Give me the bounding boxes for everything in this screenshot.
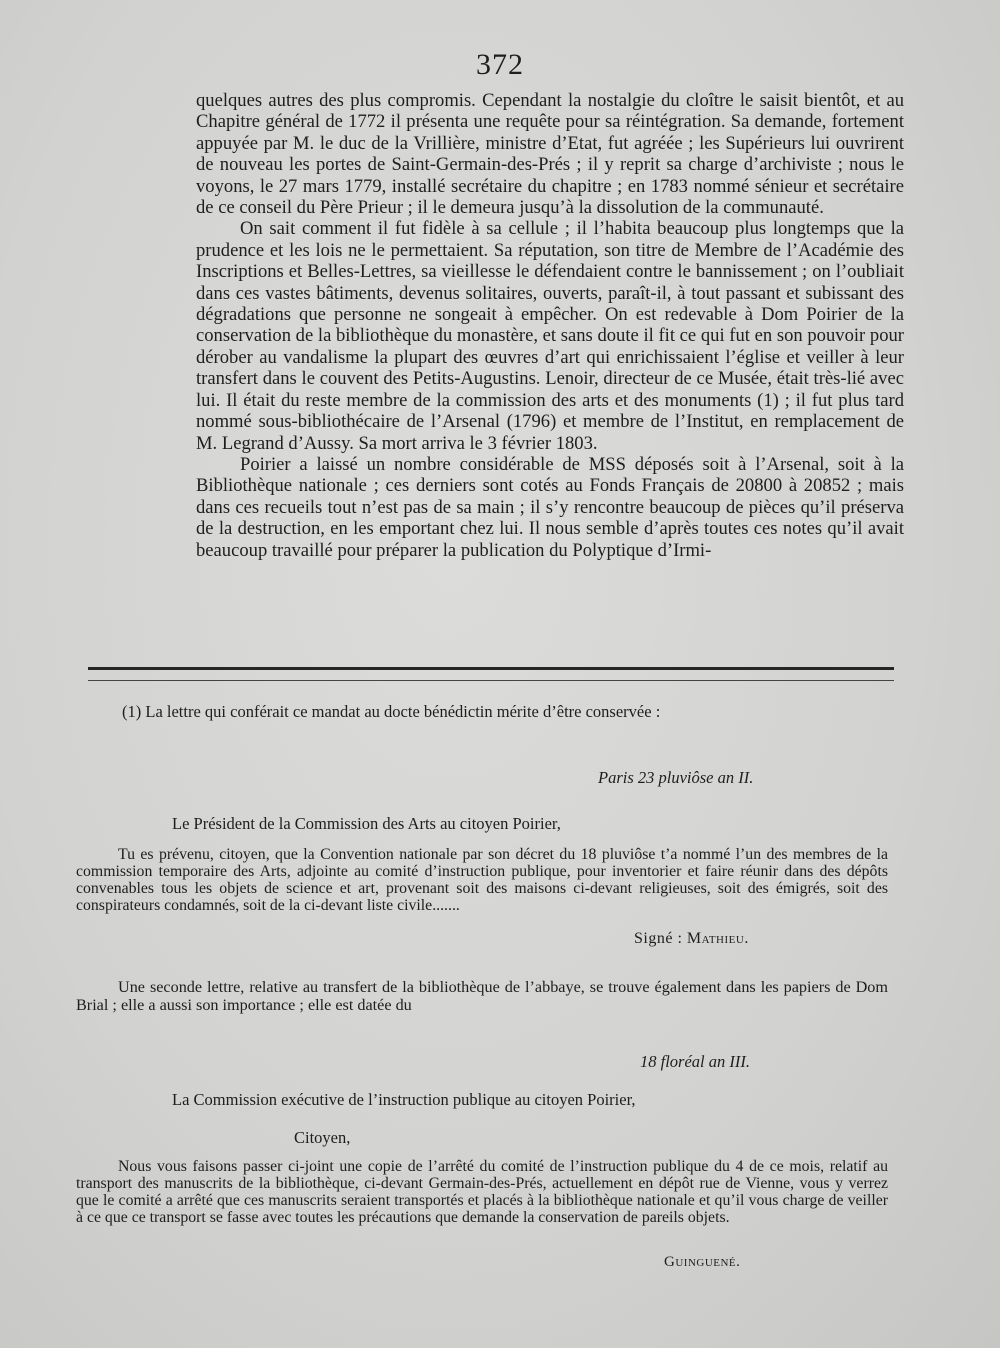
letter2-signature-guinguene: Guinguené. — [664, 1254, 741, 1270]
letter1-signature — [634, 930, 749, 948]
paragraph-poirier-manuscripts: Poirier a laissé un nombre considérable de MSS déposés soit à l’Arsenal, soit à la Bibliothèque nationale ; ces derniers sont cotés au Fonds Français de 20800 à 20852 ; mais dans ces recueils tout n’est pas de sa main ; il s’y rencontre beaucoup de pièces qu’il préserva de la destruction, en les emportant chez lui. Il nous semble d’après toutes ces notes qu’il avait beaucoup travaillé pour préparer la publication du Polyptique d’Irmi- — [196, 453, 904, 561]
letter2-dateline: 18 floréal an III. — [640, 1052, 750, 1071]
bridge-text: Une seconde lettre, relative au transfert de la bibliothèque de l’abbaye, se trouve également dans les papiers de Dom Brial ; elle a aussi son importance ; elle est datée du — [76, 978, 888, 1014]
page-number: 372 — [476, 48, 524, 81]
signature-prefix: Signé : — [634, 930, 687, 947]
letter1-body — [76, 846, 888, 914]
letter2-body-text: Nous vous faisons passer ci-joint une copie de l’arrêté du comité de l’instruction publique du 4 de ce mois, relatif au transport des manuscrits de la bibliothèque, ci-devant Germain-des-Prés, actuellement en dépôt rue de Vienne, vous y verrez que le comité a arrêté que ces manuscrits seraient transportés et placés à la bibliothèque nationale et qu’il vous charge de veiller à ce que ce transport se fasse avec toutes les précautions que demande la conservation de pareils objets. — [76, 1158, 888, 1226]
letter1-salutation: Le Président de la Commission des Arts au citoyen Poirier, — [172, 814, 561, 833]
signature-name-mathieu: Mathieu. — [686, 930, 749, 947]
main-body-text — [196, 90, 904, 561]
paragraph-poirier-cell: On sait comment il fut fidèle à sa cellule ; il l’habita beaucoup plus longtemps que la prudence et les lois ne le permettaient. Sa réputation, son titre de Membre de l’Académie des Inscriptions et Belles-Lettres, sa vieillesse le défendaient contre le bannissement ; on l’oubliait dans ces vastes bâtiments, devenus solitaires, ouverts, paraît-il, à tout passant et subissant des dégradations que personne ne songeait à empêcher. On est redevable à Dom Poirier de la conservation de la bibliothèque du monastère, et sans doute il fit ce qui fut en son pouvoir pour dérober au vandalisme la plupart des œuvres d’art qui enrichissaient l’église et veiller à leur transfert dans le couvent des Petits-Augustins. Lenoir, directeur de ce Musée, était très-lié avec lui. Il était du reste membre de la commission des arts et des monuments (1) ; il fut plus tard nommé sous-bibliothécaire de l’Arsenal (1796) et membre de l’Institut, en remplacement de M. Legrand d’Aussy. Sa mort arriva le 3 février 1803. — [196, 218, 904, 454]
paragraph-continuation: quelques autres des plus compromis. Cependant la nostalgie du cloître le saisit bientôt, et au Chapitre général de 1772 il présenta une requête pour sa réintégration. Sa demande, fortement appuyée par M. le duc de la Vrillière, ministre d’Etat, fut agréée ; les Supérieurs lui ouvrirent de nouveau les portes de Saint-Germain-des-Prés ; il y reprit sa charge d’archiviste ; nous le voyons, le 27 mars 1779, installé secrétaire du chapitre ; en 1783 nommé sénieur et secrétaire de ce conseil du Père Prieur ; il le demeura jusqu’à la dissolution de la communauté. — [196, 90, 904, 219]
footnote-separator-rule-thin — [88, 680, 894, 681]
letter2-salutation: La Commission exécutive de l’instruction publique au citoyen Poirier, — [172, 1090, 636, 1109]
bridge-paragraph — [76, 978, 888, 1014]
letter2-body — [76, 1158, 888, 1226]
footnote-separator-rule — [88, 667, 894, 670]
letter2-greeting: Citoyen, — [294, 1128, 351, 1147]
footnote-intro: (1) La lettre qui conférait ce mandat au docte bénédictin mérite d’être conservée : — [122, 702, 661, 721]
letter1-dateline: Paris 23 pluviôse an II. — [598, 768, 754, 787]
letter1-body-text: Tu es prévenu, citoyen, que la Convention nationale par son décret du 18 pluviôse t’a nommé l’un des membres de la commission temporaire des Arts, adjointe au comité d’instruction publique, pour inventorier et faire réunir dans des dépôts convenables tous les objets de science et art, provenant soit des maisons ci-devant religieuses, soit des émigrés, soit des conspirateurs condamnés, soit de la ci-devant liste civile....... — [76, 846, 888, 914]
